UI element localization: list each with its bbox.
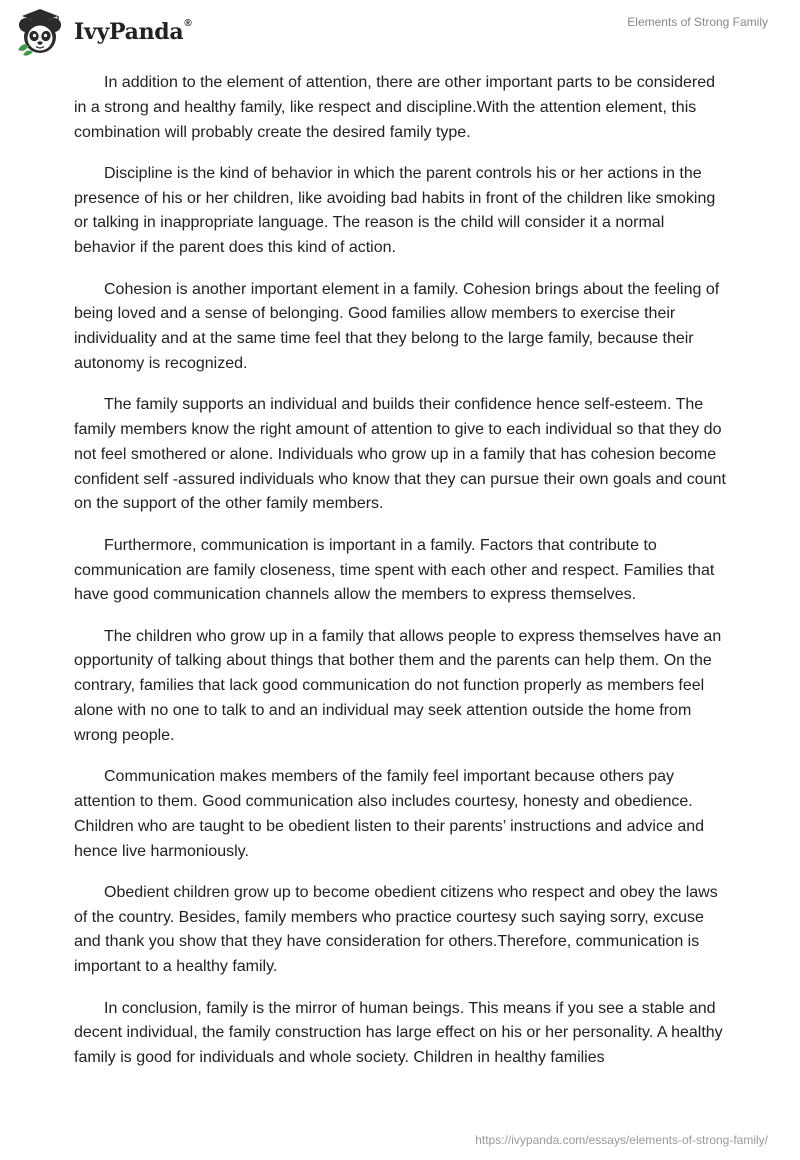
- paragraph: Discipline is the kind of behavior in which the parent controls his or her actions in the presence of his or her children, like avoiding bad habits in front of the children like smoking or talking in inappropriate language. The reason is the child will consider it a normal behavior if the parent does this kind of action.: [74, 164, 716, 257]
- registered-mark: ®: [184, 18, 192, 29]
- paragraph: In conclusion, family is the mirror of human beings. This means if you see a stable and decent individual, the family construction has large effect on his or her personality. A healthy family is good for individuals and whole society. Children in healthy families: [74, 999, 723, 1067]
- paragraph: Cohesion is another important element in a family. Cohesion brings about the feeling of being loved and a sense of belonging. Good families allow members to exercise their individuality and at the same time feel that they belong to the large family, because their autonomy is recognized.: [74, 280, 720, 372]
- page-header: [0, 0, 800, 64]
- brand-name: IvyPanda®: [74, 18, 192, 45]
- paragraph: Communication makes members of the family feel important because others pay attention to them. Good communication also includes courtesy, honesty and obedience. Children who are taught to be obedient listen to their parents’ instructions and advice and hence live harmoniously.: [74, 768, 705, 860]
- paragraph: The family supports an individual and builds their confidence hence self-esteem. The family members know the right amount of attention to give to each individual so that they do not feel smothered or alone. Individuals who grow up in a family that has cohesion become confident self -assured individuals who know that they can pursue their own goals and count on the support of the other family members.: [74, 396, 726, 513]
- document-title: Elements of Strong Family: [627, 15, 768, 29]
- paragraph: Furthermore, communication is important in a family. Factors that contribute to communication are family closeness, time spent with each other and respect. Families that have good communication channels allow the members to express themselves.: [74, 536, 715, 604]
- panda-graduation-cap-icon: [14, 8, 66, 56]
- source-url-link[interactable]: https://ivypanda.com/essays/elements-of-strong-family/: [475, 1133, 768, 1147]
- paragraph: In addition to the element of attention, there are other important parts to be considered in a strong and healthy family, like respect and discipline.With the attention element, this combination will probably create the desired family type.: [74, 74, 716, 141]
- paragraph: The children who grow up in a family that allows people to express themselves have an opportunity of talking about things that bother them and the parents can help them. On the contrary, families that lack good communication do not function properly as members feel alone with no one to talk to and an individual may seek attention outside the home from wrong people.: [74, 627, 722, 744]
- essay-body: [74, 71, 728, 1087]
- paragraph: Obedient children grow up to become obedient citizens who respect and obey the laws of the country. Besides, family members who practice courtesy such saying sorry, excuse and thank you show that they have consideration for others.Therefore, communication is important to a healthy family.: [74, 883, 718, 976]
- ivypanda-logo[interactable]: [14, 8, 191, 56]
